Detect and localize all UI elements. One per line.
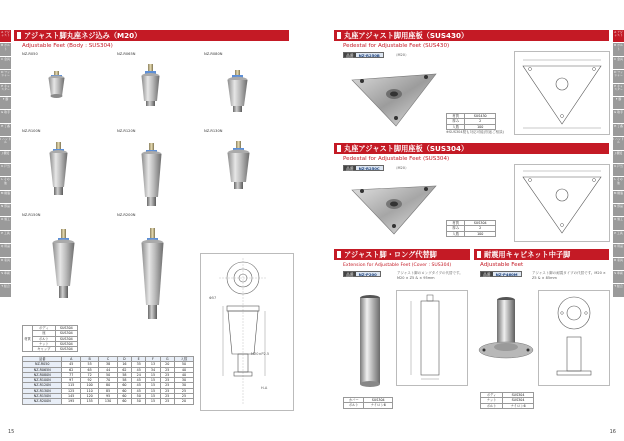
side-tab[interactable]: O 施工 bbox=[613, 217, 624, 230]
material-value: SUS304 bbox=[55, 326, 77, 331]
material-part: 座 bbox=[33, 331, 56, 336]
size-cell: 15 bbox=[146, 378, 160, 383]
size-cell: 34 bbox=[146, 367, 160, 372]
material-value: SUS304 bbox=[55, 331, 77, 336]
size-cell-part: NZ-R065N bbox=[23, 367, 62, 372]
size-cell-part: NZ-R130N bbox=[23, 388, 62, 393]
spec-note-1: ※SUS304製も対応可能(別途ご相談) bbox=[446, 130, 504, 134]
size-cell: 45 bbox=[132, 388, 146, 393]
cabinet-photo bbox=[476, 292, 536, 364]
side-tab[interactable]: D ワッシャー bbox=[0, 70, 11, 83]
side-tab[interactable]: C 金具 bbox=[613, 57, 624, 70]
side-tab[interactable]: M 樹脂 bbox=[0, 191, 11, 204]
size-cell: 45 bbox=[62, 362, 80, 367]
side-tab[interactable]: G 取手 bbox=[613, 110, 624, 123]
size-cell: 15 bbox=[146, 394, 160, 399]
side-tab[interactable]: P 工具 bbox=[0, 231, 11, 244]
right-subtitle-1: Pedestal for Adjustable Feet (SUS430) bbox=[343, 43, 450, 49]
material-part: キャップ bbox=[33, 347, 56, 352]
size-cell: 25 bbox=[160, 388, 174, 393]
size-cell: 50 bbox=[99, 372, 117, 377]
side-tab[interactable]: G 取手 bbox=[0, 110, 11, 123]
size-header-cell: F bbox=[146, 357, 160, 362]
extension-title: アジャスト脚・ロング代替脚 bbox=[344, 250, 437, 259]
side-tab[interactable]: Q 用品 bbox=[613, 244, 624, 257]
material-value: SUS304 bbox=[55, 347, 77, 352]
size-cell: 25 bbox=[160, 367, 174, 372]
material-part: ボディ bbox=[33, 326, 56, 331]
side-tab[interactable]: C 金具 bbox=[0, 57, 11, 70]
side-tab[interactable]: B ボルト bbox=[613, 43, 624, 56]
size-cell: 95 bbox=[99, 394, 117, 399]
size-cell: 25 bbox=[160, 372, 174, 377]
size-cell: 60 bbox=[117, 383, 131, 388]
cabinet-title: 耐震用キャビネット中子脚 bbox=[484, 250, 571, 259]
side-tab[interactable]: N 部品 bbox=[0, 204, 11, 217]
size-table bbox=[22, 356, 194, 405]
product-label: NZ-R100N bbox=[22, 129, 41, 133]
size-cell: 77 bbox=[62, 372, 80, 377]
foot-photo-4 bbox=[50, 142, 68, 195]
size-header-cell: 入数 bbox=[174, 357, 193, 362]
code-label-2: 品番 NZ-R250C bbox=[343, 165, 384, 171]
side-tab[interactable]: Q 用品 bbox=[0, 244, 11, 257]
size-cell: 45 bbox=[132, 367, 146, 372]
foot-photo-1 bbox=[49, 71, 65, 98]
size-table-row bbox=[23, 372, 194, 377]
size-cell-part: NZ-R080N bbox=[23, 372, 62, 377]
foot-photo-3 bbox=[228, 70, 248, 112]
side-tab[interactable]: H 丁番 bbox=[0, 124, 11, 137]
material-value: SUS304 bbox=[55, 336, 77, 341]
side-tab[interactable]: T 総合 bbox=[0, 284, 11, 297]
product-label: NZ-R200N bbox=[117, 213, 136, 217]
right-subtitle-2: Pedestal for Adjustable Feet (SUS304) bbox=[343, 156, 450, 162]
side-tab[interactable]: K 戸当 bbox=[0, 164, 11, 177]
size-cell: 92 bbox=[80, 378, 98, 383]
size-cell: 60 bbox=[117, 399, 131, 404]
pedestal-drawing-1 bbox=[514, 51, 610, 135]
size-cell: 15 bbox=[146, 399, 160, 404]
size-cell: 25 bbox=[174, 394, 193, 399]
size-cell: 70 bbox=[99, 378, 117, 383]
cabinet-spec-table: ボディ SUS304 ナット SUS304 ボルト ナイロン6 bbox=[480, 392, 534, 409]
cabinet-drawing bbox=[538, 290, 610, 386]
spec-table-1: 材質 SUS430 厚み 2 入数 100 bbox=[446, 113, 496, 130]
size-cell: 50 bbox=[174, 362, 193, 367]
size-cell: 45 bbox=[132, 378, 146, 383]
size-cell: 60 bbox=[117, 394, 131, 399]
size-cell: 25 bbox=[160, 399, 174, 404]
material-side-label: 材質 bbox=[23, 326, 33, 352]
drawing-dim-1: Φ57 bbox=[209, 296, 217, 300]
size-cell: 85 bbox=[99, 388, 117, 393]
product-label: NZ-R050 bbox=[22, 52, 38, 56]
right-side-tabs bbox=[613, 30, 624, 298]
side-tab[interactable]: L その他 bbox=[613, 177, 624, 190]
extension-header bbox=[334, 249, 470, 260]
product-label: NZ-R080N bbox=[204, 52, 223, 56]
size-cell-part: NZ-R200N bbox=[23, 399, 62, 404]
size-cell-part: NZ-R100N bbox=[23, 378, 62, 383]
size-cell: 110 bbox=[80, 388, 98, 393]
size-table-row bbox=[23, 367, 194, 372]
cabinet-header bbox=[474, 249, 609, 260]
side-tab[interactable]: J 棚受 bbox=[0, 151, 11, 164]
size-cell: 44 bbox=[99, 367, 117, 372]
size-cell: 35 bbox=[132, 362, 146, 367]
size-cell: 50 bbox=[132, 399, 146, 404]
left-technical-drawing bbox=[200, 253, 294, 411]
size-table-row bbox=[23, 394, 194, 399]
drawing-dim-3: H-A bbox=[261, 386, 268, 390]
size-cell: 25 bbox=[160, 378, 174, 383]
size-header-cell: E bbox=[132, 357, 146, 362]
product-label: NZ-R065N bbox=[117, 52, 136, 56]
size-cell: 24 bbox=[132, 372, 146, 377]
foot-photo-5 bbox=[142, 143, 162, 206]
size-cell: 38 bbox=[99, 362, 117, 367]
size-table-row bbox=[23, 388, 194, 393]
size-cell: 40 bbox=[174, 372, 193, 377]
size-cell: 15 bbox=[146, 388, 160, 393]
side-tab[interactable]: I ハンドル bbox=[613, 137, 624, 150]
material-part: ナット bbox=[33, 341, 56, 346]
code-label-1: 品番 NZ-R250B bbox=[343, 52, 384, 58]
foot-photo-7 bbox=[53, 229, 75, 298]
size-cell: 58 bbox=[117, 372, 131, 377]
material-value: SUS304 bbox=[55, 341, 77, 346]
size-cell: 55 bbox=[80, 362, 98, 367]
left-section-title: アジャスト脚丸座ネジ込み（M20） bbox=[24, 31, 142, 40]
side-tab[interactable]: M 樹脂 bbox=[613, 191, 624, 204]
size-cell: 30 bbox=[174, 383, 193, 388]
size-cell: 40 bbox=[174, 367, 193, 372]
extension-subtitle: Extension for Adjustable Feet (Cover : SUS304) bbox=[343, 263, 452, 268]
size-header-cell: 品番 bbox=[23, 357, 62, 362]
side-tab[interactable]: S 車両 bbox=[0, 271, 11, 284]
side-tab[interactable]: T 総合 bbox=[613, 284, 624, 297]
right-section-title-2: 丸座アジャスト脚用座板（SUS304） bbox=[344, 144, 469, 153]
size-cell: 20 bbox=[174, 399, 193, 404]
foot-photo-6 bbox=[228, 141, 250, 189]
size-cell: 80 bbox=[99, 383, 117, 388]
side-tab[interactable]: I ハンドル bbox=[0, 137, 11, 150]
size-cell: 58 bbox=[117, 378, 131, 383]
extension-drawing bbox=[396, 290, 468, 386]
size-header-cell: D bbox=[117, 357, 131, 362]
size-cell: 45 bbox=[132, 383, 146, 388]
size-header-cell: C bbox=[99, 357, 117, 362]
material-table bbox=[22, 325, 78, 352]
size-cell: 155 bbox=[80, 399, 98, 404]
side-tab[interactable]: J 棚受 bbox=[613, 151, 624, 164]
size-cell: 15 bbox=[146, 372, 160, 377]
side-tab[interactable]: O 施工 bbox=[0, 217, 11, 230]
size-cell-part: NZ-R120N bbox=[23, 383, 62, 388]
size-table-row bbox=[23, 362, 194, 367]
size-cell: 25 bbox=[174, 388, 193, 393]
side-tab[interactable]: S 車両 bbox=[613, 271, 624, 284]
size-cell: 13 bbox=[146, 362, 160, 367]
size-cell: 20 bbox=[160, 362, 174, 367]
size-header-cell: G bbox=[160, 357, 174, 362]
size-cell: 97 bbox=[62, 378, 80, 383]
size-cell: 130 bbox=[99, 399, 117, 404]
size-cell: 62 bbox=[117, 367, 131, 372]
size-cell: 65 bbox=[80, 367, 98, 372]
right-section-title-1: 丸座アジャスト脚用座板（SUS430） bbox=[344, 31, 469, 40]
side-tab[interactable]: R 家具 bbox=[0, 258, 11, 271]
product-label: NZ-R130N bbox=[204, 129, 223, 133]
side-tab[interactable]: A アジャスト bbox=[613, 30, 624, 43]
side-tab[interactable]: F 脚 bbox=[0, 97, 11, 110]
size-header-cell: A bbox=[62, 357, 80, 362]
size-cell: 195 bbox=[62, 399, 80, 404]
side-tab[interactable]: N 部品 bbox=[613, 204, 624, 217]
left-subtitle: Adjustable Feet (Body : SUS304) bbox=[22, 43, 113, 49]
side-tab[interactable]: E キャスター bbox=[0, 84, 11, 97]
foot-photo-2 bbox=[142, 64, 160, 106]
left-page-number: 15 bbox=[8, 429, 15, 435]
size-cell: 120 bbox=[80, 394, 98, 399]
cabinet-description: アジャスト脚の耐震タイプの代替です。M20 × Z5 & × 85mm bbox=[532, 271, 606, 280]
size-cell: 60 bbox=[117, 388, 131, 393]
size-cell: 15 bbox=[146, 383, 160, 388]
size-cell: 62 bbox=[62, 367, 80, 372]
size-cell: 72 bbox=[80, 372, 98, 377]
side-tab[interactable]: K 戸当 bbox=[613, 164, 624, 177]
extension-spec-table: カバー SUS304 ボルト ナイロン6 bbox=[343, 397, 393, 409]
size-header-cell: B bbox=[80, 357, 98, 362]
size-table-row bbox=[23, 399, 194, 404]
size-cell-part: NZ-R050 bbox=[23, 362, 62, 367]
side-tab[interactable]: F 脚 bbox=[613, 97, 624, 110]
product-label: NZ-R120N bbox=[117, 129, 136, 133]
size-cell: 25 bbox=[160, 383, 174, 388]
product-label: NZ-R150N bbox=[22, 213, 41, 217]
right-section-header-1 bbox=[334, 30, 609, 41]
size-table-row bbox=[23, 378, 194, 383]
right-section-header-2 bbox=[334, 143, 609, 154]
size-cell: 25 bbox=[160, 394, 174, 399]
size-cell: 50 bbox=[132, 394, 146, 399]
size-table-body bbox=[23, 362, 194, 404]
side-tab[interactable]: R 家具 bbox=[613, 258, 624, 271]
size-cell: 16 bbox=[117, 362, 131, 367]
drawing-dim-2: M20×P2.5 bbox=[251, 352, 270, 356]
size-table-row bbox=[23, 383, 194, 388]
cabinet-subtitle: Adjustable Feet bbox=[480, 262, 524, 268]
side-tab[interactable]: L その他 bbox=[0, 177, 11, 190]
code-note-1: （M20） bbox=[394, 53, 409, 57]
extension-description: アジャスト脚のロングタイプの代替です。M20 × Z5 & × 95mm bbox=[397, 271, 463, 280]
size-cell: 145 bbox=[62, 394, 80, 399]
size-cell-part: NZ-R150N bbox=[23, 394, 62, 399]
pedestal-drawing-2 bbox=[514, 164, 610, 242]
pedestal-photo-2 bbox=[348, 180, 440, 238]
foot-photo-8 bbox=[142, 228, 164, 319]
cabinet-code-label: 品番 NZ-P460M bbox=[480, 271, 522, 277]
side-tab[interactable]: E キャスター bbox=[613, 84, 624, 97]
pedestal-photo-1 bbox=[348, 70, 440, 130]
size-cell: 125 bbox=[62, 388, 80, 393]
side-tab[interactable]: B ボルト bbox=[0, 43, 11, 56]
spec-table-2: 材質 SUS304 厚み 2 入数 100 bbox=[446, 220, 496, 237]
side-tab[interactable]: A アジャスト bbox=[0, 30, 11, 43]
side-tab[interactable]: D ワッシャー bbox=[613, 70, 624, 83]
size-cell: 100 bbox=[80, 383, 98, 388]
extension-photo bbox=[355, 290, 385, 390]
right-page-number: 16 bbox=[609, 429, 616, 435]
code-note-2: （M20） bbox=[394, 166, 409, 170]
side-tab[interactable]: H 丁番 bbox=[613, 124, 624, 137]
material-part: ボルト bbox=[33, 336, 56, 341]
extension-code-label: 品番 NZ-P200 bbox=[343, 271, 381, 277]
size-cell: 115 bbox=[62, 383, 80, 388]
side-tab[interactable]: P 工具 bbox=[613, 231, 624, 244]
size-cell: 30 bbox=[174, 378, 193, 383]
